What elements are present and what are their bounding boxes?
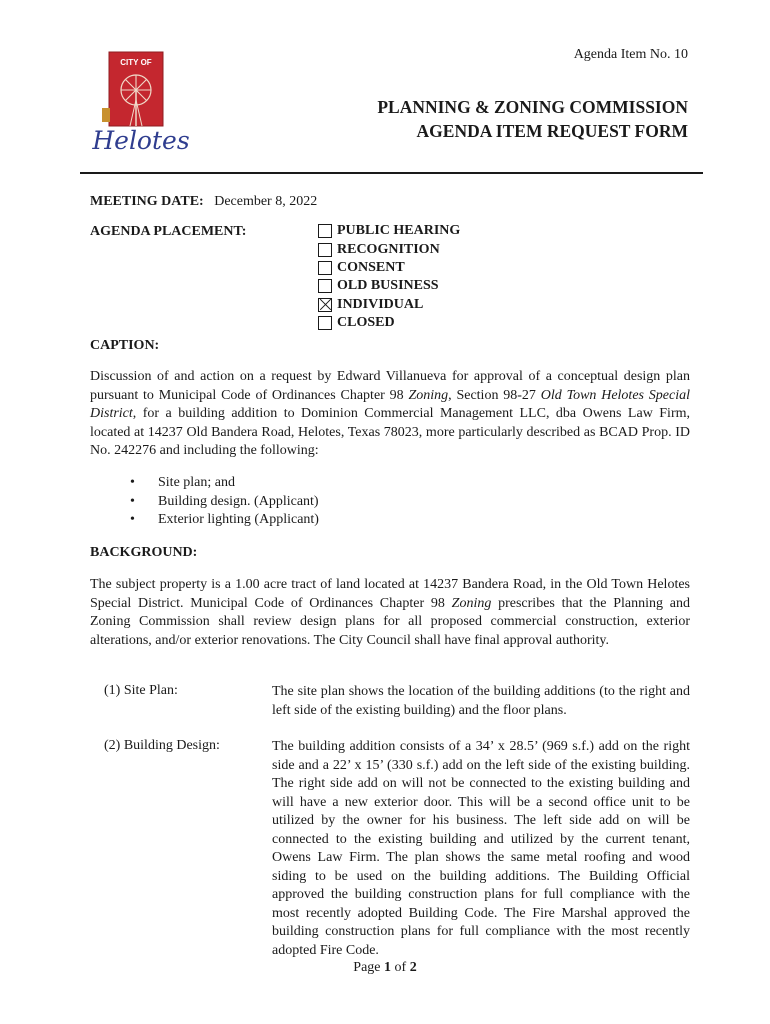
option-consent[interactable] bbox=[318, 259, 460, 277]
checkbox[interactable] bbox=[318, 224, 332, 238]
footer-page-word: Page bbox=[353, 960, 381, 975]
option-label: RECOGNITION bbox=[337, 241, 440, 257]
logo-top-text: CITY OF bbox=[120, 58, 152, 67]
option-label: OLD BUSINESS bbox=[337, 278, 439, 294]
meeting-date-value: December 8, 2022 bbox=[214, 194, 318, 209]
option-closed[interactable] bbox=[318, 314, 460, 332]
option-label: PUBLIC HEARING bbox=[337, 223, 461, 239]
option-label: INDIVIDUAL bbox=[337, 296, 424, 312]
list-item: • Exterior lighting (Applicant) bbox=[130, 511, 319, 530]
building-design-text: The building addition consists of a 34’ x 28.5’ (969 s.f.) add on the right side and a 22’ x 15’ (330 s.f.) add on the left side of the existing building. The right side add on will not be connected to the existing building and will have a new exterior door. This will be a second office unit to be utilized by the owner for his business. The left side add on will be connected to the existing building and utilized by the current tenant, Owens Law Firm. The plan shows the same metal roofing and wood siding to be used on the building additions. The Building Official approved the building construction plans for full compliance with the most recently adopted Building Code. The Fire Marshal approved the building construction plans for full compliance with the most recently adopted Fire Code. bbox=[272, 739, 690, 958]
option-label: CONSENT bbox=[337, 259, 405, 275]
footer-of-word: of bbox=[394, 960, 407, 975]
checkbox[interactable] bbox=[318, 261, 332, 275]
option-recognition[interactable] bbox=[318, 240, 460, 258]
caption-text: Discussion of and action on a request by Edward Villanueva for approval of a conceptual design plan pursuant to Municipal Code of Ordinances Chapter 98 Zoning, Section 98-27 Old Town Helotes Special District, for a building addition to Dominion Commercial Management LLC, dba Owens Law Firm, located at 14237 Old Bandera Road, Helotes, Texas 78023, more particularly described as BCAD Prop. ID No. 242276 and including the following: bbox=[90, 369, 691, 458]
option-label: CLOSED bbox=[337, 315, 395, 331]
page-footer bbox=[0, 960, 770, 976]
checkbox[interactable] bbox=[318, 316, 332, 330]
agenda-placement-options bbox=[318, 222, 460, 332]
background-text: The subject property is a 1.00 acre tract of land located at 14237 Bandera Road, in the Old Town Helotes Special District. Municipal Code of Ordinances Chapter 98 Zoning prescribes that the Planning and Zoning Commission shall review design plans for all proposed commercial construction, exterior alterations, and/or exterior renovations. The City Council shall have final approval authority. bbox=[90, 577, 691, 648]
meeting-date-label: MEETING DATE: bbox=[90, 194, 204, 209]
meeting-date-row bbox=[90, 193, 317, 212]
title-line-2: AGENDA ITEM REQUEST FORM bbox=[416, 121, 688, 141]
list-item: • Site plan; and bbox=[130, 474, 319, 493]
page-title bbox=[377, 95, 688, 143]
caption-heading: CAPTION: bbox=[90, 338, 160, 353]
title-line-1: PLANNING & ZONING COMMISSION bbox=[377, 97, 688, 117]
footer-page-total: 2 bbox=[409, 960, 417, 975]
header-divider bbox=[80, 172, 703, 174]
checkbox[interactable] bbox=[318, 279, 332, 293]
footer-page-number: 1 bbox=[384, 960, 392, 975]
site-plan-text: The site plan shows the location of the building additions (to the right and left side of the existing building) and the floor plans. bbox=[272, 684, 690, 718]
option-individual[interactable] bbox=[318, 296, 460, 314]
city-logo bbox=[92, 50, 190, 158]
list-item: • Building design. (Applicant) bbox=[130, 493, 319, 512]
agenda-item-number: Agenda Item No. 10 bbox=[573, 47, 688, 62]
agenda-placement-label: AGENDA PLACEMENT: bbox=[90, 224, 247, 239]
background-heading: BACKGROUND: bbox=[90, 545, 198, 560]
option-old-business[interactable] bbox=[318, 277, 460, 295]
checkbox-checked[interactable] bbox=[318, 298, 332, 312]
checkbox[interactable] bbox=[318, 243, 332, 257]
logo-name: Helotes bbox=[92, 126, 190, 155]
caption-bullet-list bbox=[130, 474, 319, 530]
site-plan-label: (1) Site Plan: bbox=[104, 683, 178, 698]
option-public-hearing[interactable] bbox=[318, 222, 460, 240]
building-design-label: (2) Building Design: bbox=[104, 738, 220, 753]
